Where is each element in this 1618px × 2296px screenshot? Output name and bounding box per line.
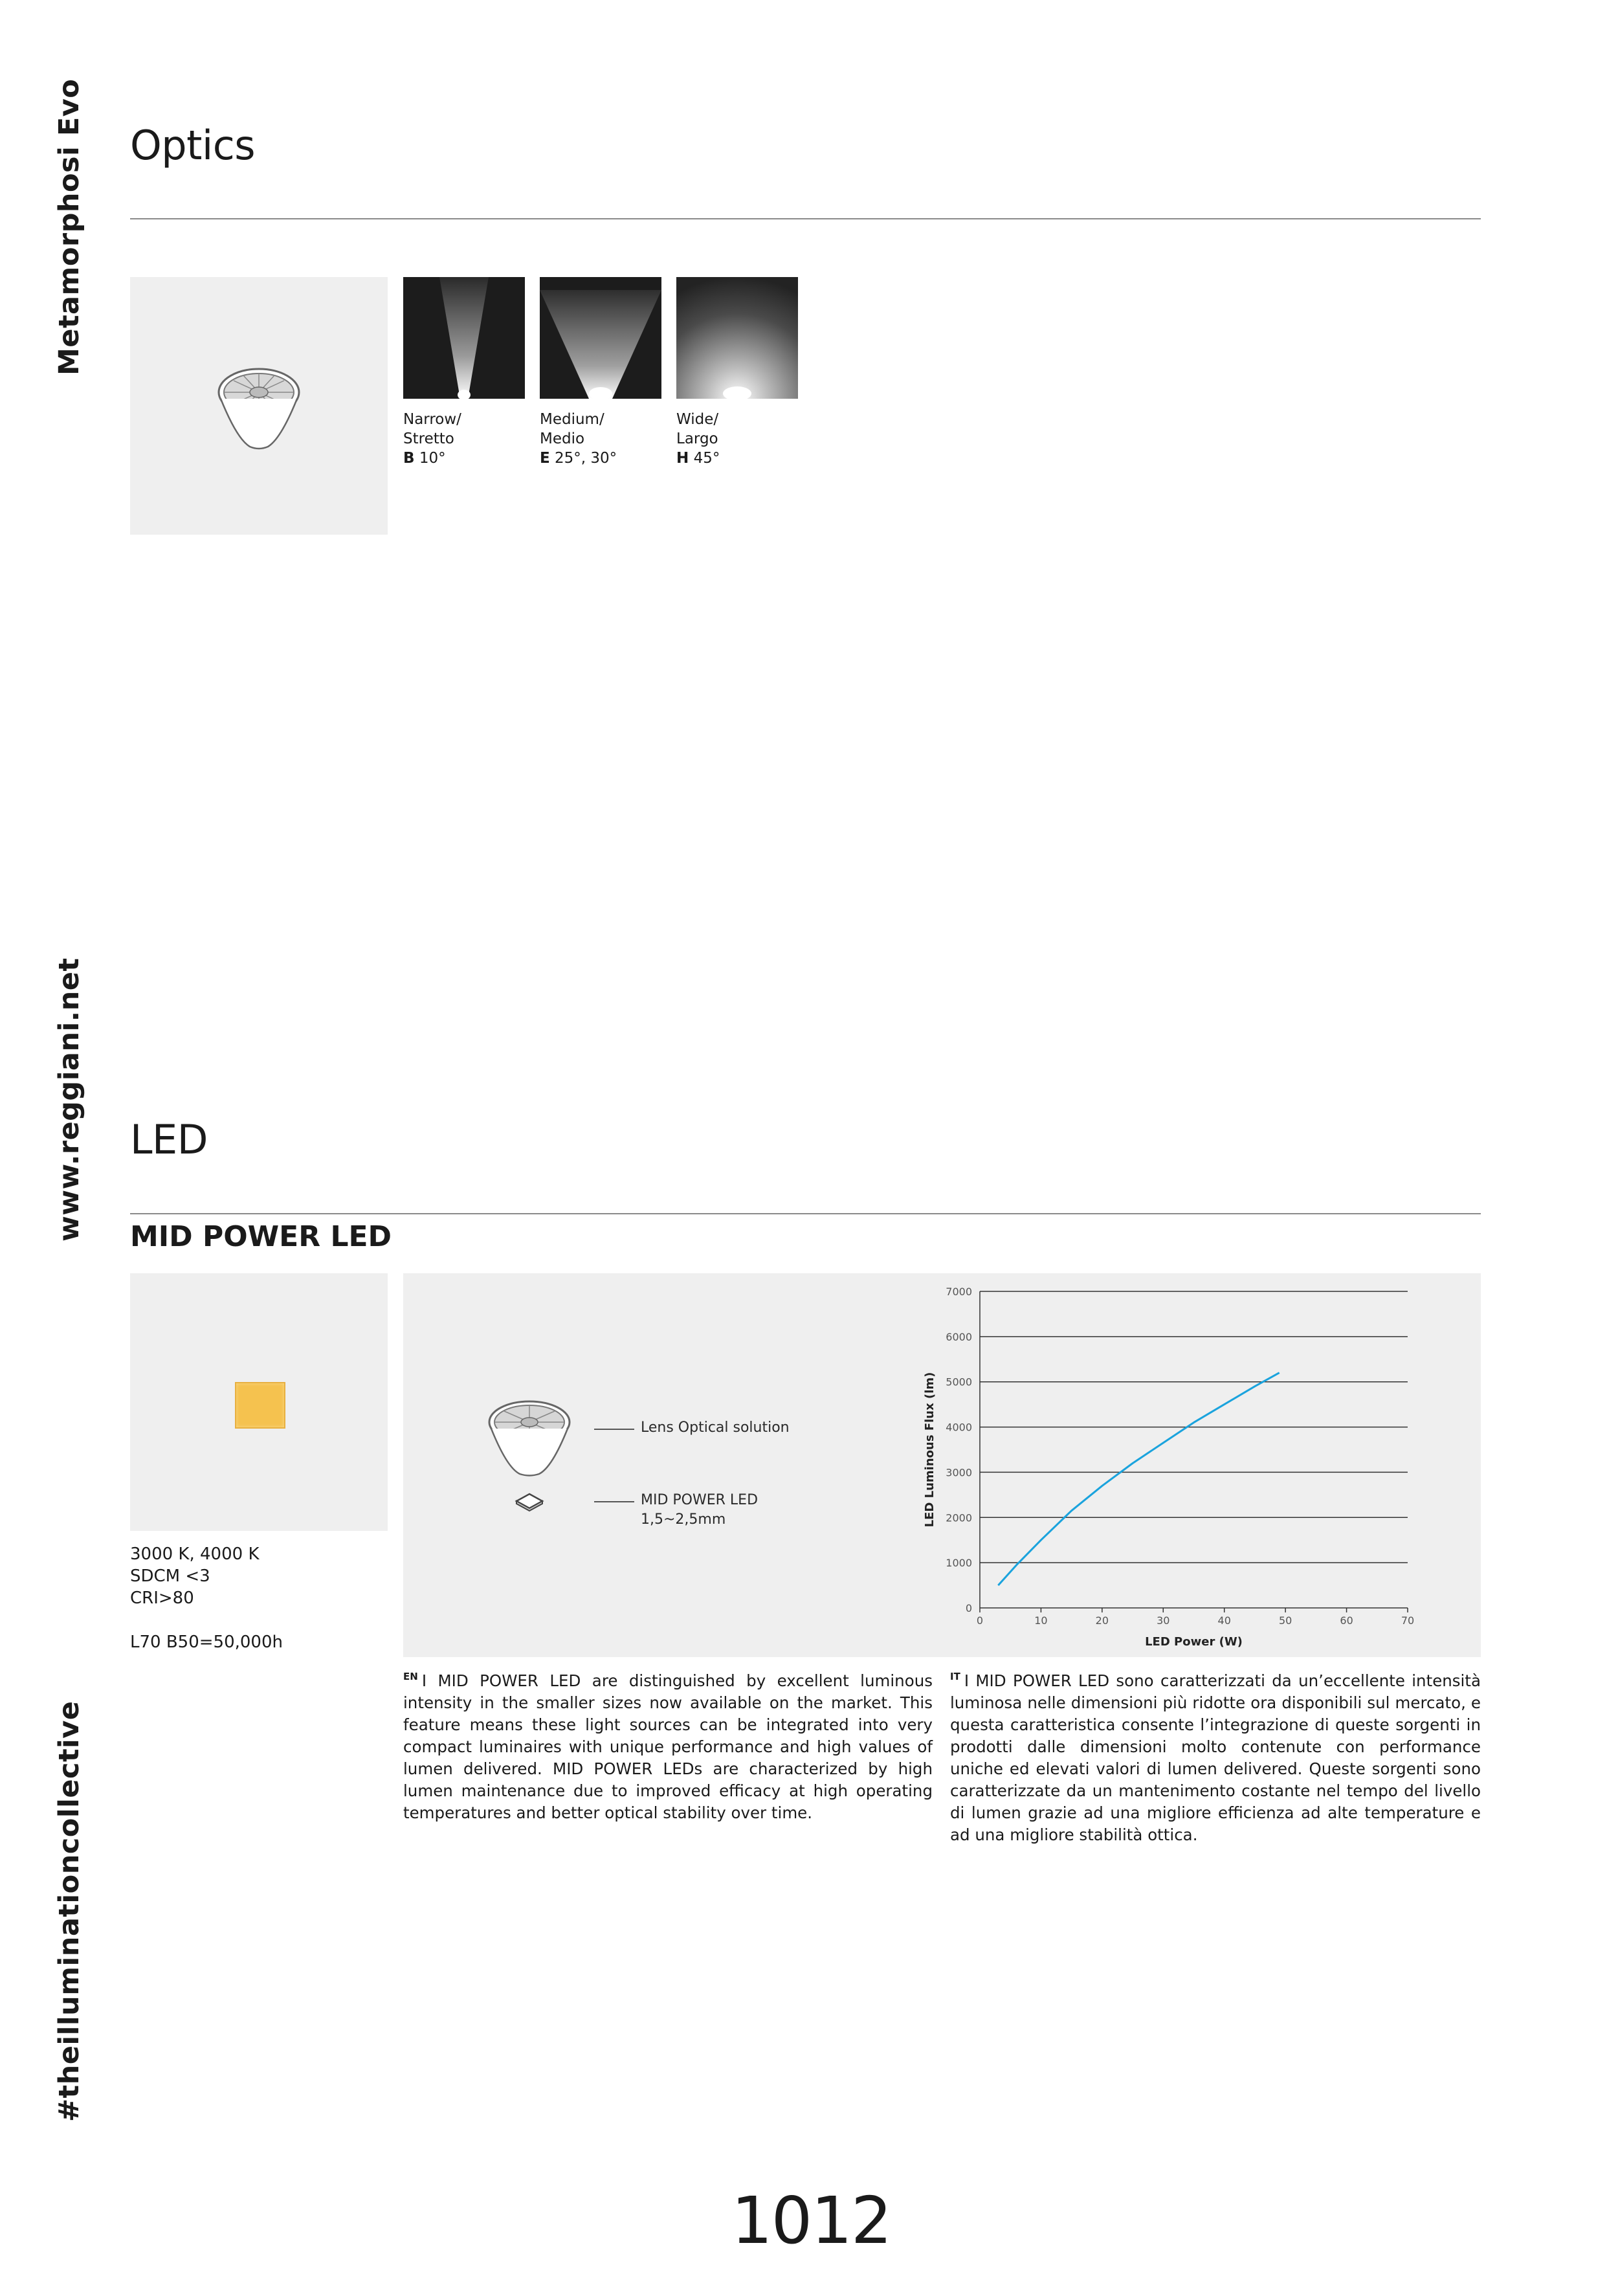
led-description-it: $^{IT}$ I MID POWER LED sono caratterizzati da un’eccellente intensità luminosa nelle dimensioni più ridotte ora disponibili sul mercato, e questa caratteristica consente l’integrazione di queste sorgenti in prodotti dalle dimensioni molto contenute con performance uniche ed elevati valori di lumen delivered. Queste sorgenti sono caratterizzate da un mantenimento costante nel tempo del livello di lumen grazie ad una migliore efficienza ad alte temperature e ad una migliore stabilità ottica. xyxy=(950,1671,1481,1844)
beam-narrow-caption: Narrow/ Stretto B 10° xyxy=(403,411,461,467)
led-lifetime: L70 B50=50,000h xyxy=(130,1633,283,1652)
sidebar-website: www.reggiani.net xyxy=(53,957,85,1242)
led-label-leader xyxy=(594,1501,634,1502)
y-tick-label: 2000 xyxy=(946,1511,972,1524)
x-tick-label: 40 xyxy=(1217,1614,1231,1627)
luminous-flux-chart xyxy=(902,1273,1481,1657)
led-subtitle: MID POWER LED xyxy=(130,1220,392,1253)
beam-medium-caption: Medium/ Medio E 25°, 30° xyxy=(540,411,617,467)
beam-wide-image xyxy=(676,277,798,399)
x-tick-label: 0 xyxy=(976,1614,984,1627)
x-tick-label: 10 xyxy=(1034,1614,1048,1627)
y-tick-label: 3000 xyxy=(946,1466,972,1479)
x-tick-label: 50 xyxy=(1278,1614,1292,1627)
led-label: MID POWER LED 1,5~2,5mm xyxy=(641,1492,759,1528)
led-diagram-icon xyxy=(515,1492,544,1513)
sidebar-hashtag: #theilluminationcollective xyxy=(53,1700,85,2122)
led-title: LED xyxy=(130,1116,208,1163)
y-tick-label: 6000 xyxy=(946,1330,972,1343)
lens-diagram-icon xyxy=(481,1399,578,1484)
sidebar-product-name: Metamorphosi Evo xyxy=(53,78,85,375)
lens-label: Lens Optical solution xyxy=(641,1420,790,1436)
x-tick-label: 60 xyxy=(1340,1614,1353,1627)
x-tick-label: 30 xyxy=(1157,1614,1170,1627)
optics-title: Optics xyxy=(130,122,256,169)
lens-icon xyxy=(130,277,388,535)
x-tick-label: 70 xyxy=(1401,1614,1415,1627)
led-chip-image xyxy=(130,1273,388,1531)
optics-divider xyxy=(130,218,1481,219)
y-axis-label: LED Luminous Flux (lm) xyxy=(923,1372,936,1528)
led-diagram-panel xyxy=(403,1273,1481,1657)
led-chip-icon xyxy=(235,1382,285,1429)
beam-narrow-image xyxy=(403,277,525,399)
y-tick-label: 0 xyxy=(965,1602,972,1614)
x-tick-label: 20 xyxy=(1095,1614,1109,1627)
y-tick-label: 7000 xyxy=(946,1286,972,1298)
y-tick-label: 1000 xyxy=(946,1557,972,1570)
lens-label-leader xyxy=(594,1429,634,1430)
led-description-en: $^{EN}$ I MID POWER LED are distinguished by excellent luminous intensity in the smaller sizes now available on the market. This feature means these light sources can be integrated into very compact luminaires with unique performance and high values of lumen delivered. MID POWER LEDs are characterized by high lumen maintenance due to improved efficacy at high operating temperatures and better optical stability over time. xyxy=(403,1671,933,1822)
led-specs: 3000 K, 4000 K SDCM <3 CRI>80 xyxy=(130,1544,260,1608)
y-tick-label: 4000 xyxy=(946,1421,972,1434)
series-line-luminous-flux xyxy=(998,1373,1279,1585)
page-number: 1012 xyxy=(731,2183,891,2258)
y-tick-label: 5000 xyxy=(946,1376,972,1388)
beam-medium-image xyxy=(540,277,661,399)
x-axis-label: LED Power (W) xyxy=(1145,1635,1243,1649)
beam-wide-caption: Wide/ Largo H 45° xyxy=(676,411,720,467)
optics-product-image xyxy=(130,277,388,535)
led-divider xyxy=(130,1213,1481,1214)
